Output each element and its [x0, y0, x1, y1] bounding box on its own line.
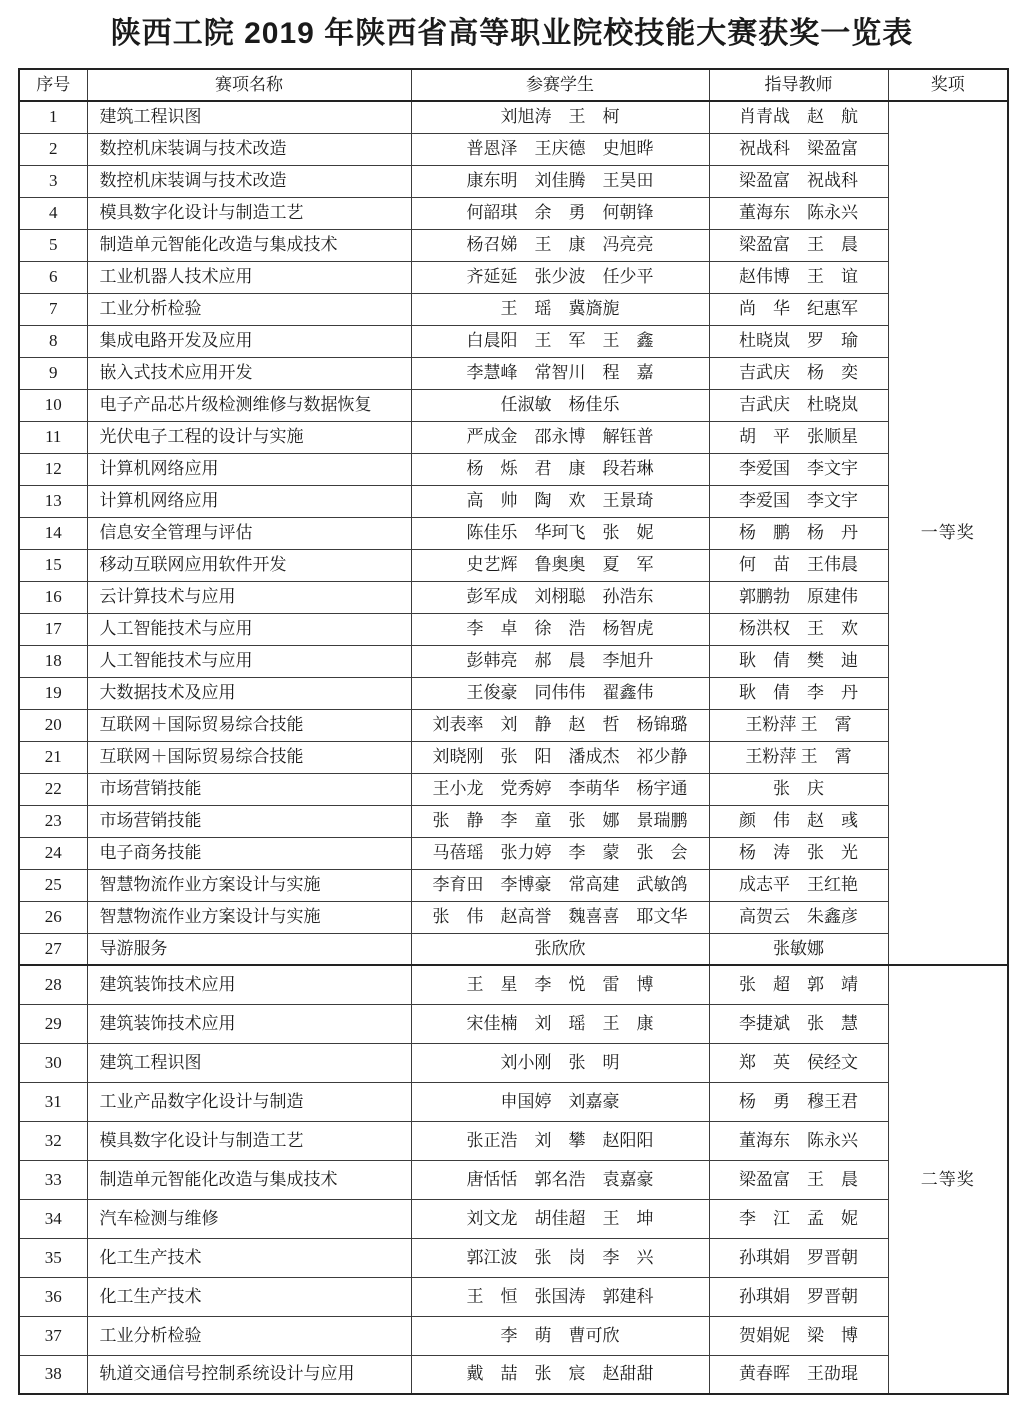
teacher-names: 孙琪娟 罗晋朝 [709, 1277, 888, 1316]
table-row [19, 485, 1008, 517]
row-number: 38 [19, 1355, 87, 1394]
event-name: 模具数字化设计与制造工艺 [87, 197, 411, 229]
event-name: 人工智能技术与应用 [87, 613, 411, 645]
teacher-names: 祝战科 梁盈富 [709, 133, 888, 165]
event-name: 电子产品芯片级检测维修与数据恢复 [87, 389, 411, 421]
event-name: 化工生产技术 [87, 1277, 411, 1316]
row-number: 10 [19, 389, 87, 421]
teacher-names: 胡 平 张顺星 [709, 421, 888, 453]
teacher-names: 杨 勇 穆王君 [709, 1082, 888, 1121]
table-row [19, 933, 1008, 965]
teacher-names: 孙琪娟 罗晋朝 [709, 1238, 888, 1277]
student-names: 王 瑶 冀旖旎 [411, 293, 709, 325]
student-names: 刘小刚 张 明 [411, 1043, 709, 1082]
row-number: 36 [19, 1277, 87, 1316]
row-number: 25 [19, 869, 87, 901]
event-name: 信息安全管理与评估 [87, 517, 411, 549]
event-name: 制造单元智能化改造与集成技术 [87, 1160, 411, 1199]
event-name: 工业机器人技术应用 [87, 261, 411, 293]
event-name: 移动互联网应用软件开发 [87, 549, 411, 581]
table-row [19, 325, 1008, 357]
student-names: 郭江波 张 岗 李 兴 [411, 1238, 709, 1277]
student-names: 李育田 李博豪 常高建 武敏鸽 [411, 869, 709, 901]
table-row [19, 261, 1008, 293]
teacher-names: 李捷斌 张 慧 [709, 1004, 888, 1043]
table-row [19, 1277, 1008, 1316]
event-name: 建筑装饰技术应用 [87, 1004, 411, 1043]
teacher-names: 吉武庆 杜晓岚 [709, 389, 888, 421]
teacher-names: 郑 英 侯经文 [709, 1043, 888, 1082]
table-row [19, 645, 1008, 677]
table-row [19, 421, 1008, 453]
event-name: 市场营销技能 [87, 773, 411, 805]
table-row [19, 773, 1008, 805]
event-name: 互联网＋国际贸易综合技能 [87, 709, 411, 741]
row-number: 31 [19, 1082, 87, 1121]
event-name: 汽车检测与维修 [87, 1199, 411, 1238]
event-name: 数控机床装调与技术改造 [87, 133, 411, 165]
student-names: 王俊豪 同伟伟 翟鑫伟 [411, 677, 709, 709]
teacher-names: 杨洪权 王 欢 [709, 613, 888, 645]
student-names: 王小龙 党秀婷 李萌华 杨宇通 [411, 773, 709, 805]
column-header: 赛项名称 [87, 69, 411, 101]
award-cell: 二等奖 [888, 965, 1008, 1394]
row-number: 27 [19, 933, 87, 965]
event-name: 导游服务 [87, 933, 411, 965]
event-name: 建筑工程识图 [87, 1043, 411, 1082]
table-row [19, 613, 1008, 645]
row-number: 7 [19, 293, 87, 325]
teacher-names: 郭鹏勃 原建伟 [709, 581, 888, 613]
row-number: 8 [19, 325, 87, 357]
table-row [19, 901, 1008, 933]
row-number: 20 [19, 709, 87, 741]
table-row [19, 1160, 1008, 1199]
table-row [19, 517, 1008, 549]
student-names: 李慧峰 常智川 程 嘉 [411, 357, 709, 389]
row-number: 1 [19, 101, 87, 133]
table-row [19, 581, 1008, 613]
row-number: 19 [19, 677, 87, 709]
teacher-names: 成志平 王红艳 [709, 869, 888, 901]
student-names: 刘晓刚 张 阳 潘成杰 祁少静 [411, 741, 709, 773]
teacher-names: 高贺云 朱鑫彦 [709, 901, 888, 933]
event-name: 模具数字化设计与制造工艺 [87, 1121, 411, 1160]
table-row [19, 549, 1008, 581]
table-row [19, 709, 1008, 741]
student-names: 张 伟 赵高誉 魏喜喜 耶文华 [411, 901, 709, 933]
table-row [19, 1043, 1008, 1082]
row-number: 17 [19, 613, 87, 645]
table-row [19, 357, 1008, 389]
row-number: 21 [19, 741, 87, 773]
event-name: 市场营销技能 [87, 805, 411, 837]
event-name: 集成电路开发及应用 [87, 325, 411, 357]
table-row [19, 1238, 1008, 1277]
teacher-names: 张 庆 [709, 773, 888, 805]
row-number: 3 [19, 165, 87, 197]
table-body [19, 101, 1008, 1394]
table-row [19, 1082, 1008, 1121]
row-number: 29 [19, 1004, 87, 1043]
row-number: 5 [19, 229, 87, 261]
event-name: 光伏电子工程的设计与实施 [87, 421, 411, 453]
page-title: 陕西工院 2019 年陕西省高等职业院校技能大赛获奖一览表 [110, 17, 914, 50]
event-name: 轨道交通信号控制系统设计与应用 [87, 1355, 411, 1394]
teacher-names: 杜晓岚 罗 瑜 [709, 325, 888, 357]
table-row [19, 677, 1008, 709]
student-names: 申国婷 刘嘉豪 [411, 1082, 709, 1121]
student-names: 张 静 李 童 张 娜 景瑞鹏 [411, 805, 709, 837]
row-number: 14 [19, 517, 87, 549]
row-number: 9 [19, 357, 87, 389]
event-name: 大数据技术及应用 [87, 677, 411, 709]
student-names: 刘旭涛 王 柯 [411, 101, 709, 133]
event-name: 计算机网络应用 [87, 453, 411, 485]
event-name: 工业产品数字化设计与制造 [87, 1082, 411, 1121]
student-names: 刘表率 刘 静 赵 哲 杨锦璐 [411, 709, 709, 741]
table-row [19, 1004, 1008, 1043]
table-row [19, 965, 1008, 1004]
table-row [19, 293, 1008, 325]
teacher-names: 王粉萍 王 霄 [709, 709, 888, 741]
teacher-names: 尚 华 纪惠军 [709, 293, 888, 325]
row-number: 24 [19, 837, 87, 869]
student-names: 陈佳乐 华珂飞 张 妮 [411, 517, 709, 549]
student-names: 宋佳楠 刘 瑶 王 康 [411, 1004, 709, 1043]
event-name: 人工智能技术与应用 [87, 645, 411, 677]
student-names: 李 卓 徐 浩 杨智虎 [411, 613, 709, 645]
teacher-names: 梁盈富 祝战科 [709, 165, 888, 197]
event-name: 智慧物流作业方案设计与实施 [87, 901, 411, 933]
teacher-names: 杨 鹏 杨 丹 [709, 517, 888, 549]
student-names: 刘文龙 胡佳超 王 坤 [411, 1199, 709, 1238]
table-row [19, 805, 1008, 837]
teacher-names: 耿 倩 李 丹 [709, 677, 888, 709]
student-names: 康东明 刘佳腾 王昊田 [411, 165, 709, 197]
table-row [19, 1316, 1008, 1355]
teacher-names: 张 超 郭 靖 [709, 965, 888, 1004]
table-row [19, 165, 1008, 197]
teacher-names: 梁盈富 王 晨 [709, 1160, 888, 1199]
header-row [19, 69, 1008, 101]
row-number: 6 [19, 261, 87, 293]
event-name: 工业分析检验 [87, 1316, 411, 1355]
teacher-names: 吉武庆 杨 奕 [709, 357, 888, 389]
table-row [19, 389, 1008, 421]
student-names: 严成金 邵永博 解钰普 [411, 421, 709, 453]
row-number: 33 [19, 1160, 87, 1199]
row-number: 23 [19, 805, 87, 837]
teacher-names: 李爱国 李文宇 [709, 453, 888, 485]
table-row [19, 1355, 1008, 1394]
table-row [19, 133, 1008, 165]
table-row [19, 741, 1008, 773]
teacher-names: 李爱国 李文宇 [709, 485, 888, 517]
awards-table [18, 68, 1009, 1395]
row-number: 35 [19, 1238, 87, 1277]
event-name: 嵌入式技术应用开发 [87, 357, 411, 389]
event-name: 计算机网络应用 [87, 485, 411, 517]
row-number: 26 [19, 901, 87, 933]
row-number: 30 [19, 1043, 87, 1082]
teacher-names: 张敏娜 [709, 933, 888, 965]
event-name: 工业分析检验 [87, 293, 411, 325]
table-row [19, 229, 1008, 261]
award-cell: 一等奖 [888, 101, 1008, 965]
teacher-names: 耿 倩 樊 迪 [709, 645, 888, 677]
event-name: 制造单元智能化改造与集成技术 [87, 229, 411, 261]
column-header: 奖项 [888, 69, 1008, 101]
event-name: 建筑工程识图 [87, 101, 411, 133]
table-row [19, 197, 1008, 229]
student-names: 王 星 李 悦 雷 博 [411, 965, 709, 1004]
event-name: 电子商务技能 [87, 837, 411, 869]
student-names: 唐恬恬 郭名浩 袁嘉豪 [411, 1160, 709, 1199]
table-row [19, 101, 1008, 133]
student-names: 张正浩 刘 攀 赵阳阳 [411, 1121, 709, 1160]
row-number: 15 [19, 549, 87, 581]
row-number: 4 [19, 197, 87, 229]
teacher-names: 何 苗 王伟晨 [709, 549, 888, 581]
row-number: 13 [19, 485, 87, 517]
table-row [19, 1199, 1008, 1238]
student-names: 彭军成 刘栩聪 孙浩东 [411, 581, 709, 613]
student-names: 李 萌 曹可欣 [411, 1316, 709, 1355]
student-names: 彭韩亮 郝 晨 李旭升 [411, 645, 709, 677]
event-name: 智慧物流作业方案设计与实施 [87, 869, 411, 901]
student-names: 任淑敏 杨佳乐 [411, 389, 709, 421]
teacher-names: 肖青战 赵 航 [709, 101, 888, 133]
student-names: 普恩泽 王庆德 史旭晔 [411, 133, 709, 165]
row-number: 2 [19, 133, 87, 165]
event-name: 互联网＋国际贸易综合技能 [87, 741, 411, 773]
teacher-names: 李 江 孟 妮 [709, 1199, 888, 1238]
teacher-names: 董海东 陈永兴 [709, 197, 888, 229]
row-number: 34 [19, 1199, 87, 1238]
event-name: 数控机床装调与技术改造 [87, 165, 411, 197]
event-name: 化工生产技术 [87, 1238, 411, 1277]
row-number: 32 [19, 1121, 87, 1160]
row-number: 12 [19, 453, 87, 485]
row-number: 37 [19, 1316, 87, 1355]
teacher-names: 黄春晖 王劭琨 [709, 1355, 888, 1394]
column-header: 序号 [19, 69, 87, 101]
student-names: 高 帅 陶 欢 王景琦 [411, 485, 709, 517]
student-names: 马蓓瑶 张力婷 李 蒙 张 会 [411, 837, 709, 869]
teacher-names: 颜 伟 赵 彧 [709, 805, 888, 837]
event-name: 云计算技术与应用 [87, 581, 411, 613]
student-names: 齐延延 张少波 任少平 [411, 261, 709, 293]
column-header: 参赛学生 [411, 69, 709, 101]
teacher-names: 王粉萍 王 霄 [709, 741, 888, 773]
row-number: 28 [19, 965, 87, 1004]
student-names: 杨召娣 王 康 冯亮亮 [411, 229, 709, 261]
teacher-names: 梁盈富 王 晨 [709, 229, 888, 261]
teacher-names: 贺娟妮 梁 博 [709, 1316, 888, 1355]
student-names: 张欣欣 [411, 933, 709, 965]
row-number: 11 [19, 421, 87, 453]
table-row [19, 1121, 1008, 1160]
student-names: 王 恒 张国涛 郭建科 [411, 1277, 709, 1316]
student-names: 史艺辉 鲁奥奥 夏 军 [411, 549, 709, 581]
row-number: 18 [19, 645, 87, 677]
table-row [19, 453, 1008, 485]
teacher-names: 杨 涛 张 光 [709, 837, 888, 869]
event-name: 建筑装饰技术应用 [87, 965, 411, 1004]
student-names: 杨 烁 君 康 段若琳 [411, 453, 709, 485]
student-names: 何韶琪 余 勇 何朝锋 [411, 197, 709, 229]
student-names: 戴 喆 张 宸 赵甜甜 [411, 1355, 709, 1394]
table-row [19, 837, 1008, 869]
teacher-names: 董海东 陈永兴 [709, 1121, 888, 1160]
row-number: 16 [19, 581, 87, 613]
table-header [19, 69, 1008, 101]
teacher-names: 赵伟博 王 谊 [709, 261, 888, 293]
table-row [19, 869, 1008, 901]
row-number: 22 [19, 773, 87, 805]
student-names: 白晨阳 王 军 王 鑫 [411, 325, 709, 357]
column-header: 指导教师 [709, 69, 888, 101]
